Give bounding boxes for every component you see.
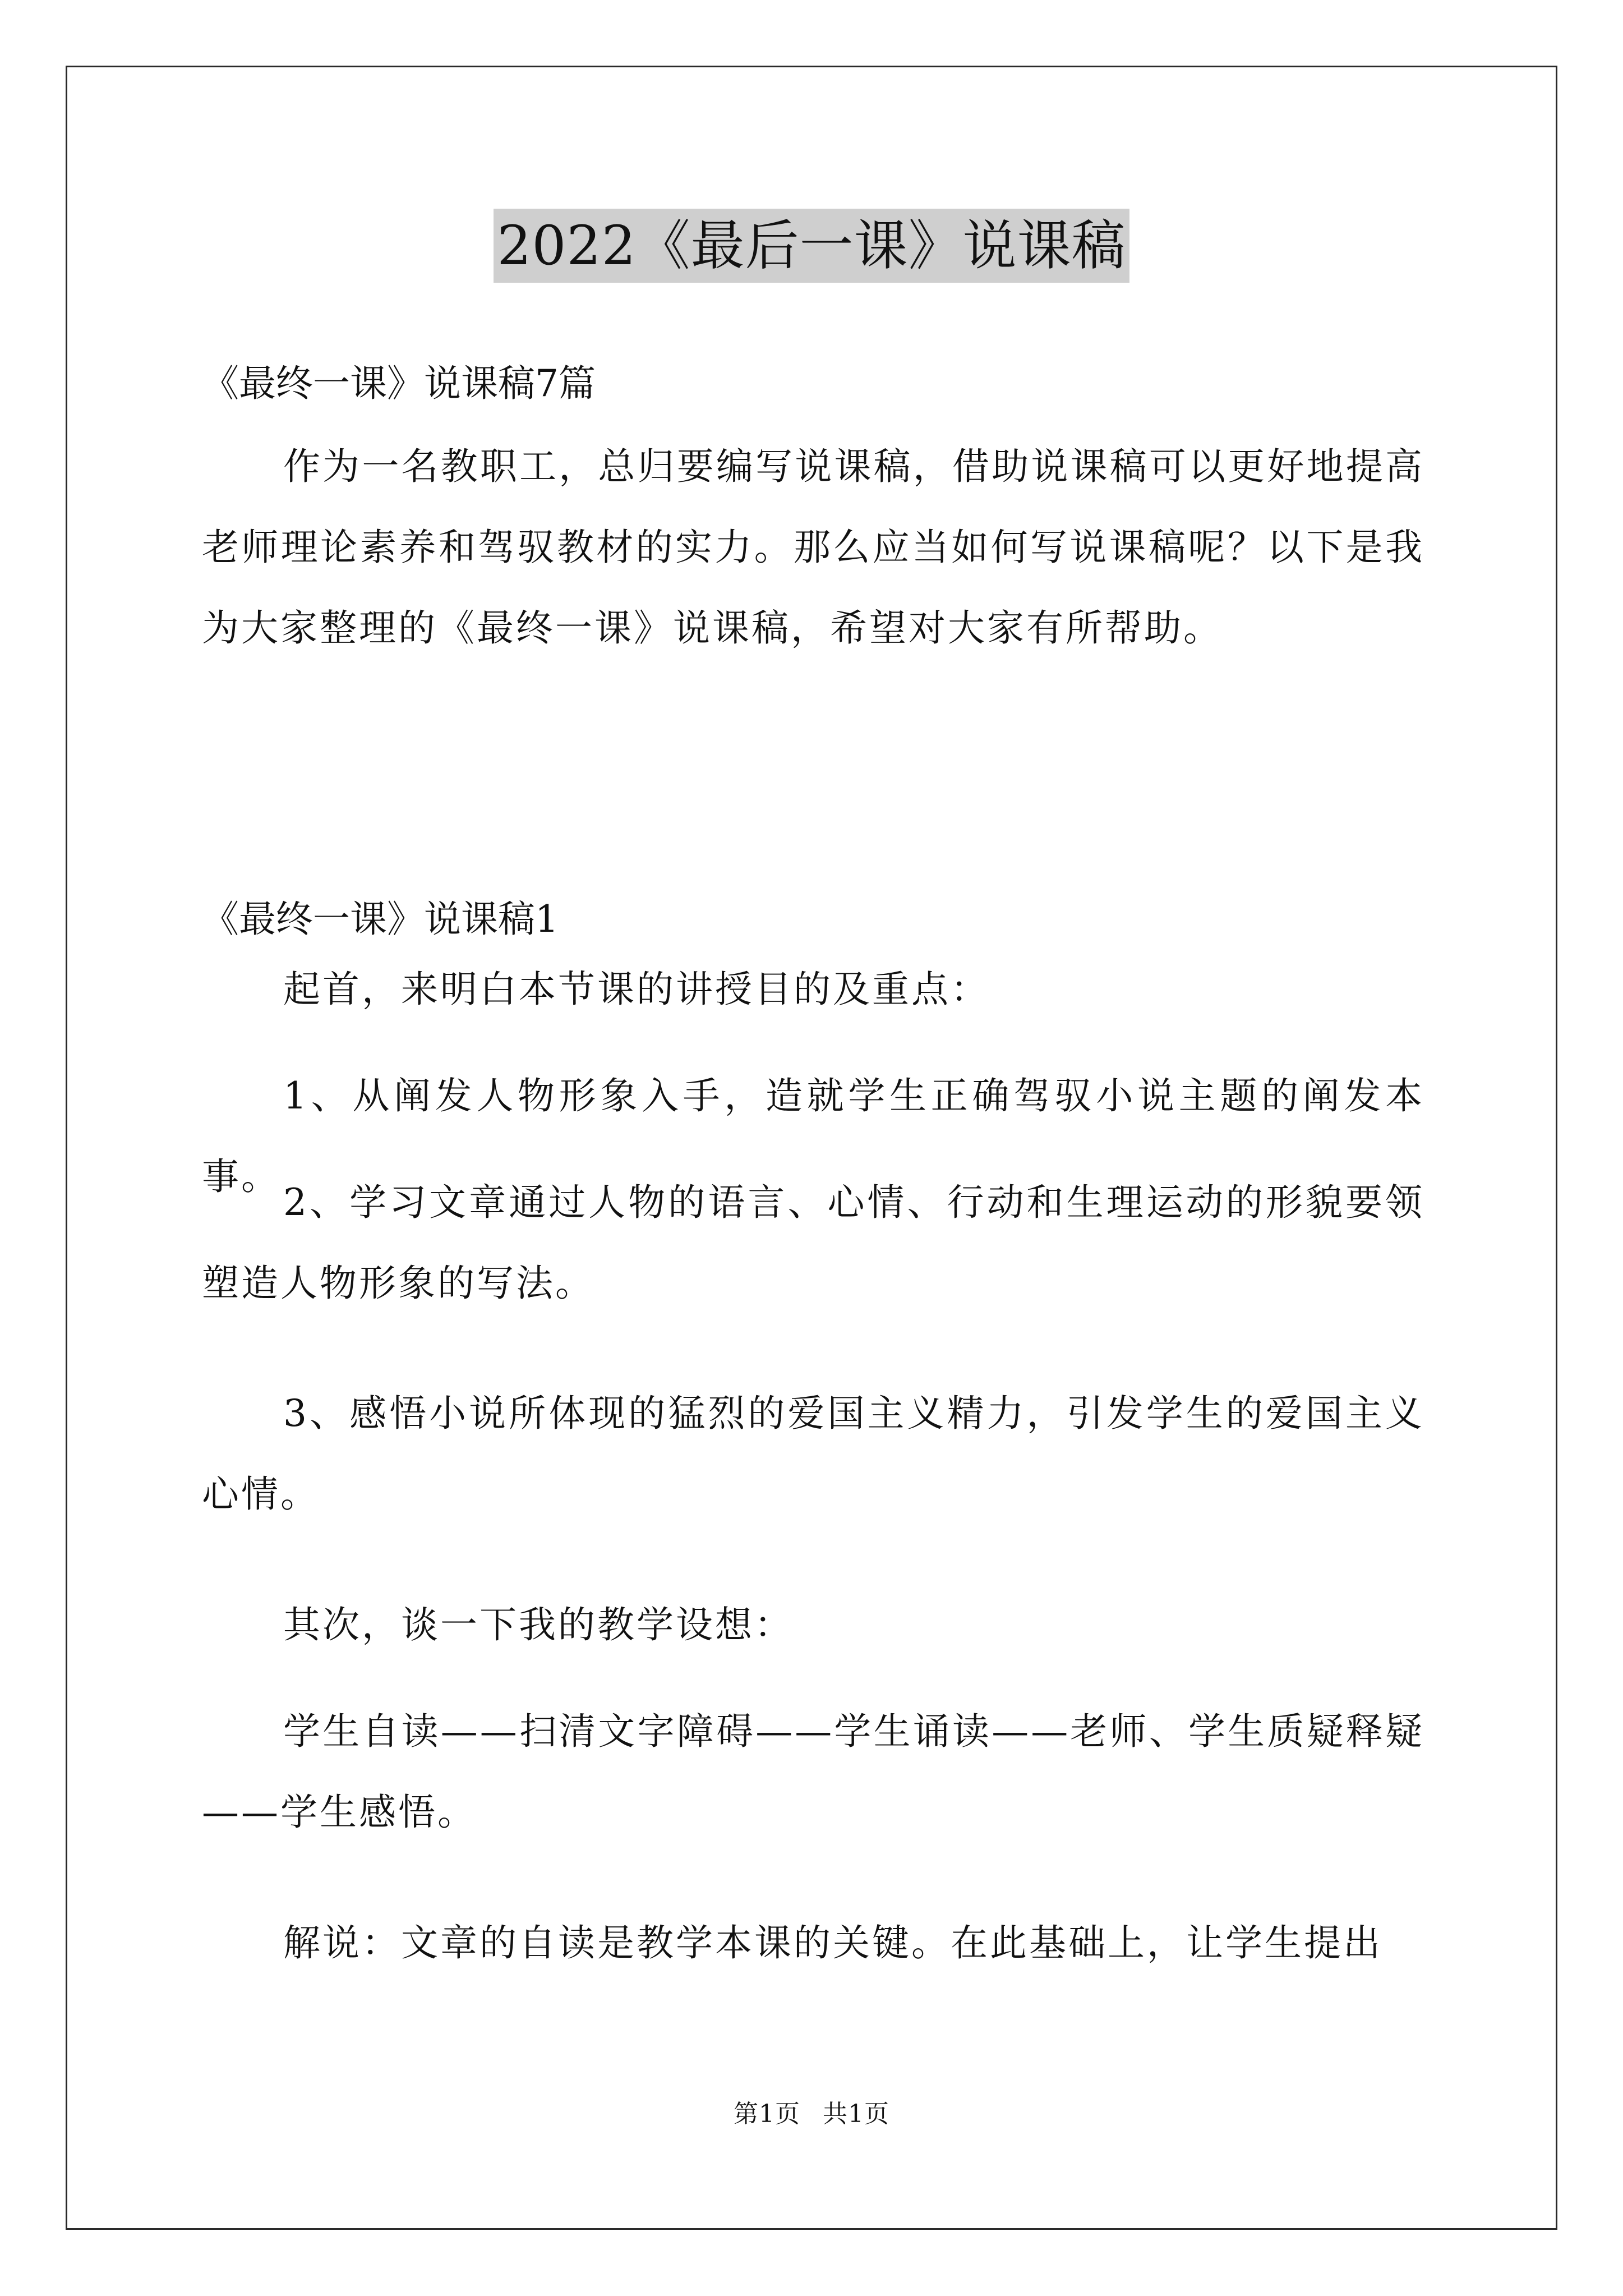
paragraph-explanation: 解说：文章的自读是教学本课的关键。在此基础上，让学生提出: [283, 1921, 1382, 1964]
paragraph-design-intro: 其次，谈一下我的教学设想：: [283, 1603, 794, 1646]
paragraph-aim-3: 3、感悟小说所体现的猛烈的爱国主义精力，引发学生的爱国主义心情。: [202, 1392, 1424, 1516]
section-heading: 《最终一课》说课稿1: [202, 898, 559, 941]
paragraph-aim-intro: 起首，来明白本节课的讲授目的及重点：: [283, 968, 990, 1011]
page-footer: [0, 2093, 1623, 2129]
paragraph-design-steps: 学生自读——扫清文字障碍——学生诵读——老师、学生质疑释疑——学生感悟。: [202, 1710, 1424, 1834]
document-subtitle: 《最终一课》说课稿7篇: [202, 362, 596, 405]
title-container: [0, 209, 1623, 283]
intro-paragraph: 作为一名教职工，总归要编写说课稿，借助说课稿可以更好地提高老师理论素养和驾驭教材的实力。那么应当如何写说课稿呢？以下是我为大家整理的《最终一课》说课稿，希望对大家有所帮助。: [202, 445, 1424, 650]
page-number: 第1页: [734, 2100, 800, 2128]
paragraph-aim-1: 1、从阐发人物形象入手，造就学生正确驾驭小说主题的阐发本事。: [202, 1074, 1424, 1198]
page-total: 共1页: [823, 2100, 889, 2128]
document-title: 2022《最后一课》说课稿: [494, 209, 1129, 283]
paragraph-aim-2: 2、学习文章通过人物的语言、心情、行动和生理运动的形貌要领塑造人物形象的写法。: [202, 1181, 1424, 1305]
